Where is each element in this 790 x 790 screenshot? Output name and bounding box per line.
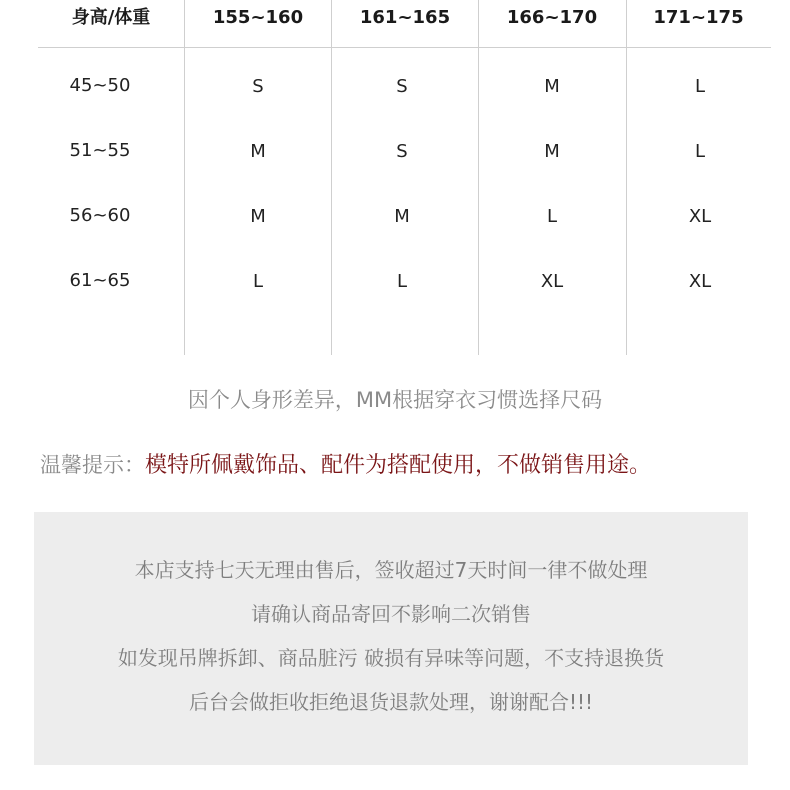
fit-note: 因个人身形差异，MM根据穿衣习惯选择尺码	[187, 388, 603, 412]
height-header-4: 171~175	[653, 7, 744, 28]
size-cell: S	[396, 141, 408, 162]
size-cell: M	[250, 141, 266, 162]
height-header-1: 155~160	[212, 7, 304, 28]
size-cell: L	[694, 76, 706, 97]
policy-line: 本店支持七天无理由售后，签收超过7天时间一律不做处理	[134, 558, 648, 582]
weight-cell: 45~50	[69, 75, 131, 96]
tip-prefix: 温馨提示：	[40, 453, 145, 477]
height-header-3: 166~170	[506, 7, 598, 28]
return-policy-box	[34, 512, 748, 765]
size-chart-table	[0, 0, 790, 355]
warm-tip	[40, 449, 651, 481]
size-cell: S	[252, 76, 264, 97]
height-header-2: 161~165	[359, 7, 451, 28]
size-cell: L	[396, 271, 408, 292]
size-cell: M	[544, 141, 560, 162]
policy-line: 后台会做拒收拒绝退货退款处理，谢谢配合!!!	[188, 690, 594, 714]
size-cell: L	[252, 271, 264, 292]
size-cell: S	[396, 76, 408, 97]
size-cell: L	[546, 206, 558, 227]
policy-line: 请确认商品寄回不影响二次销售	[251, 602, 531, 626]
column-divider	[626, 0, 627, 355]
corner-header: 身高/体重	[71, 7, 151, 28]
size-cell: XL	[688, 271, 712, 292]
size-cell: M	[544, 76, 560, 97]
size-cell: XL	[688, 206, 712, 227]
weight-cell: 56~60	[69, 205, 131, 226]
size-cell: M	[250, 206, 266, 227]
size-cell: L	[694, 141, 706, 162]
policy-line: 如发现吊牌拆卸、商品脏污 破损有异味等问题，不支持退换货	[117, 646, 665, 670]
header-divider	[38, 47, 771, 48]
weight-cell: 51~55	[69, 140, 131, 161]
tip-text: 模特所佩戴饰品、配件为搭配使用，不做销售用途。	[145, 453, 652, 478]
column-divider	[184, 0, 185, 355]
size-cell: XL	[540, 271, 564, 292]
size-cell: M	[394, 206, 410, 227]
column-divider	[331, 0, 332, 355]
column-divider	[478, 0, 479, 355]
weight-cell: 61~65	[69, 270, 131, 291]
